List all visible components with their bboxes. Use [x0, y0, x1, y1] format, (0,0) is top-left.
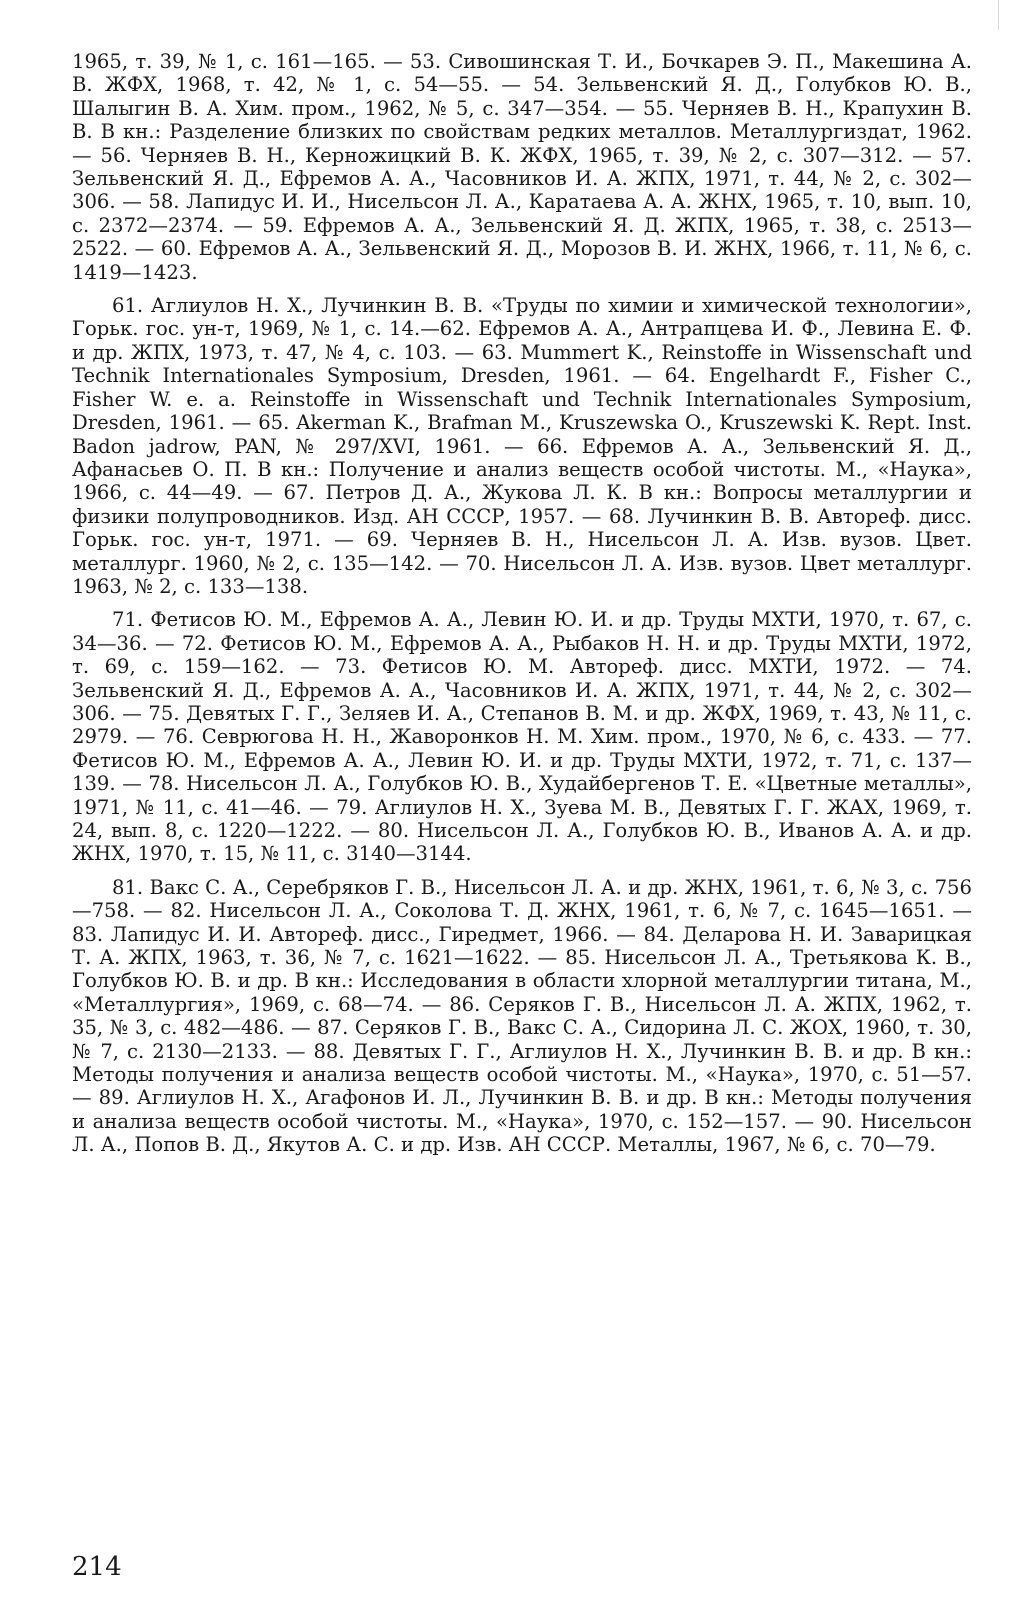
reference-paragraph-71-80: 71. Фетисов Ю. М., Ефремов А. А., Левин Ю. И. и др. Труды МХТИ, 1970, т. 67, с. 34—36. — 72. Фетисов Ю. М., Ефремов А. А., Рыбаков Н. Н. и др. Труды МХТИ, 1972, т. 69, с. 159—162. — 73. Фетисов Ю. М. Автореф. дисс. МХТИ, 1972. — 74. Зельвенский Я. Д., Ефремов А. А., Часовников И. А. ЖПХ, 1971, т. 44, № 2, с. 302—306. — 75. Девятых Г. Г., Зеляев И. А., Степанов В. М. и др. ЖФХ, 1969, т. 43, № 11, с. 2979. — 76. Севрюгова Н. Н., Жаворонков Н. М. Хим. пром., 1970, № 6, с. 433. — 77. Фетисов Ю. М., Ефремов А. А., Левин Ю. И. и др. Труды МХТИ, 1972, т. 71, с. 137—139. — 78. Нисельсон Л. А., Голубков Ю. В., Худайбергенов Т. Е. «Цветные металлы», 1971, № 11, с. 41—46. — 79. Аглиулов Н. Х., Зуева М. В., Девятых Г. Г. ЖАХ, 1969, т. 24, вып. 8, с. 1220—1222. — 80. Нисельсон Л. А., Голубков Ю. В., Иванов А. А. и др. ЖНХ, 1970, т. 15, № 11, с. 3140—3144.	[72, 608, 972, 866]
scan-edge-mark	[998, 0, 999, 30]
reference-paragraph-53-60: 1965, т. 39, № 1, с. 161—165. — 53. Сивошинская Т. И., Бочкарев Э. П., Макешина А. В. ЖФХ, 1968, т. 42, № 1, с. 54—55. — 54. Зельвенский Я. Д., Голубков Ю. В., Шалыгин В. А. Хим. пром., 1962, № 5, с. 347—354. — 55. Черняев В. Н., Крапухин В. В. В кн.: Разделение близких по свойствам редких металлов. Металлургиздат, 1962. — 56. Черняев В. Н., Керножицкий В. К. ЖФХ, 1965, т. 39, № 2, с. 307—312. — 57. Зельвенский Я. Д., Ефремов А. А., Часовников И. А. ЖПХ, 1971, т. 44, № 2, с. 302—306. — 58. Лапидус И. И., Нисельсон Л. А., Каратаева А. А. ЖНХ, 1965, т. 10, вып. 10, с. 2372—2374. — 59. Ефремов А. А., Зельвенский Я. Д. ЖПХ, 1965, т. 38, с. 2513—2522. — 60. Ефремов А. А., Зельвенский Я. Д., Морозов В. И. ЖНХ, 1966, т. 11, № 6, с. 1419—1423.	[72, 50, 972, 284]
page-number: 214	[72, 1552, 122, 1582]
reference-list	[72, 50, 972, 1167]
reference-paragraph-81-90: 81. Вакс С. А., Серебряков Г. В., Нисельсон Л. А. и др. ЖНХ, 1961, т. 6, № 3, с. 756—758. — 82. Нисельсон Л. А., Соколова Т. Д. ЖНХ, 1961, т. 6, № 7, с. 1645—1651. — 83. Лапидус И. И. Автореф. дисс., Гиредмет, 1966. — 84. Деларова Н. И. Заварицкая Т. А. ЖПХ, 1963, т. 36, № 7, с. 1621—1622. — 85. Нисельсон Л. А., Третьякова К. В., Голубков Ю. В. и др. В кн.: Исследования в области хлорной металлургии титана, М., «Металлургия», 1969, с. 68—74. — 86. Серяков Г. В., Нисельсон Л. А. ЖПХ, 1962, т. 35, № 3, с. 482—486. — 87. Серяков Г. В., Вакс С. А., Сидорина Л. С. ЖОХ, 1960, т. 30, № 7, с. 2130—2133. — 88. Девятых Г. Г., Аглиулов Н. Х., Лучинкин В. В. и др. В кн.: Методы получения и анализа веществ особой чистоты. М., «Наука», 1970, с. 51—57. — 89. Аглиулов Н. Х., Агафонов И. Л., Лучинкин В. В. и др. В кн.: Методы получения и анализа веществ особой чистоты. М., «Наука», 1970, с. 152—157. — 90. Нисельсон Л. А., Попов В. Д., Якутов А. С. и др. Изв. АН СССР. Металлы, 1967, № 6, с. 70—79.	[72, 875, 972, 1157]
reference-paragraph-61-70: 61. Аглиулов Н. Х., Лучинкин В. В. «Труды по химии и химической технологии», Горьк. гос. ун-т, 1969, № 1, с. 14.—62. Ефремов А. А., Антрапцева И. Ф., Левина Е. Ф. и др. ЖПХ, 1973, т. 47, № 4, с. 103. — 63. Mummert K., Reinstoffe in Wissenschaft und Technik Internationales Symposium, Dresden, 1961. — 64. Engelhardt F., Fisher C., Fisher W. e. a. Reinstoffe in Wissenschaft und Technik Internationales Symposium, Dresden, 1961. — 65. Akerman K., Brafman M., Kruszewska O., Kruszewski K. Rept. Inst. Badon jadrow, PAN, № 297/XVI, 1961. — 66. Ефремов А. А., Зельвенский Я. Д., Афанасьев О. П. В кн.: Получение и анализ веществ особой чистоты. М., «Наука», 1966, с. 44—49. — 67. Петров Д. А., Жукова Л. К. В кн.: Вопросы металлургии и физики полупроводников. Изд. АН СССР, 1957. — 68. Лучинкин В. В. Автореф. дисс. Горьк. гос. ун-т, 1971. — 69. Черняев В. Н., Нисельсон Л. А. Изв. вузов. Цвет. металлург. 1960, № 2, с. 135—142. — 70. Нисельсон Л. А. Изв. вузов. Цвет металлург. 1963, № 2, с. 133—138.	[72, 294, 972, 598]
